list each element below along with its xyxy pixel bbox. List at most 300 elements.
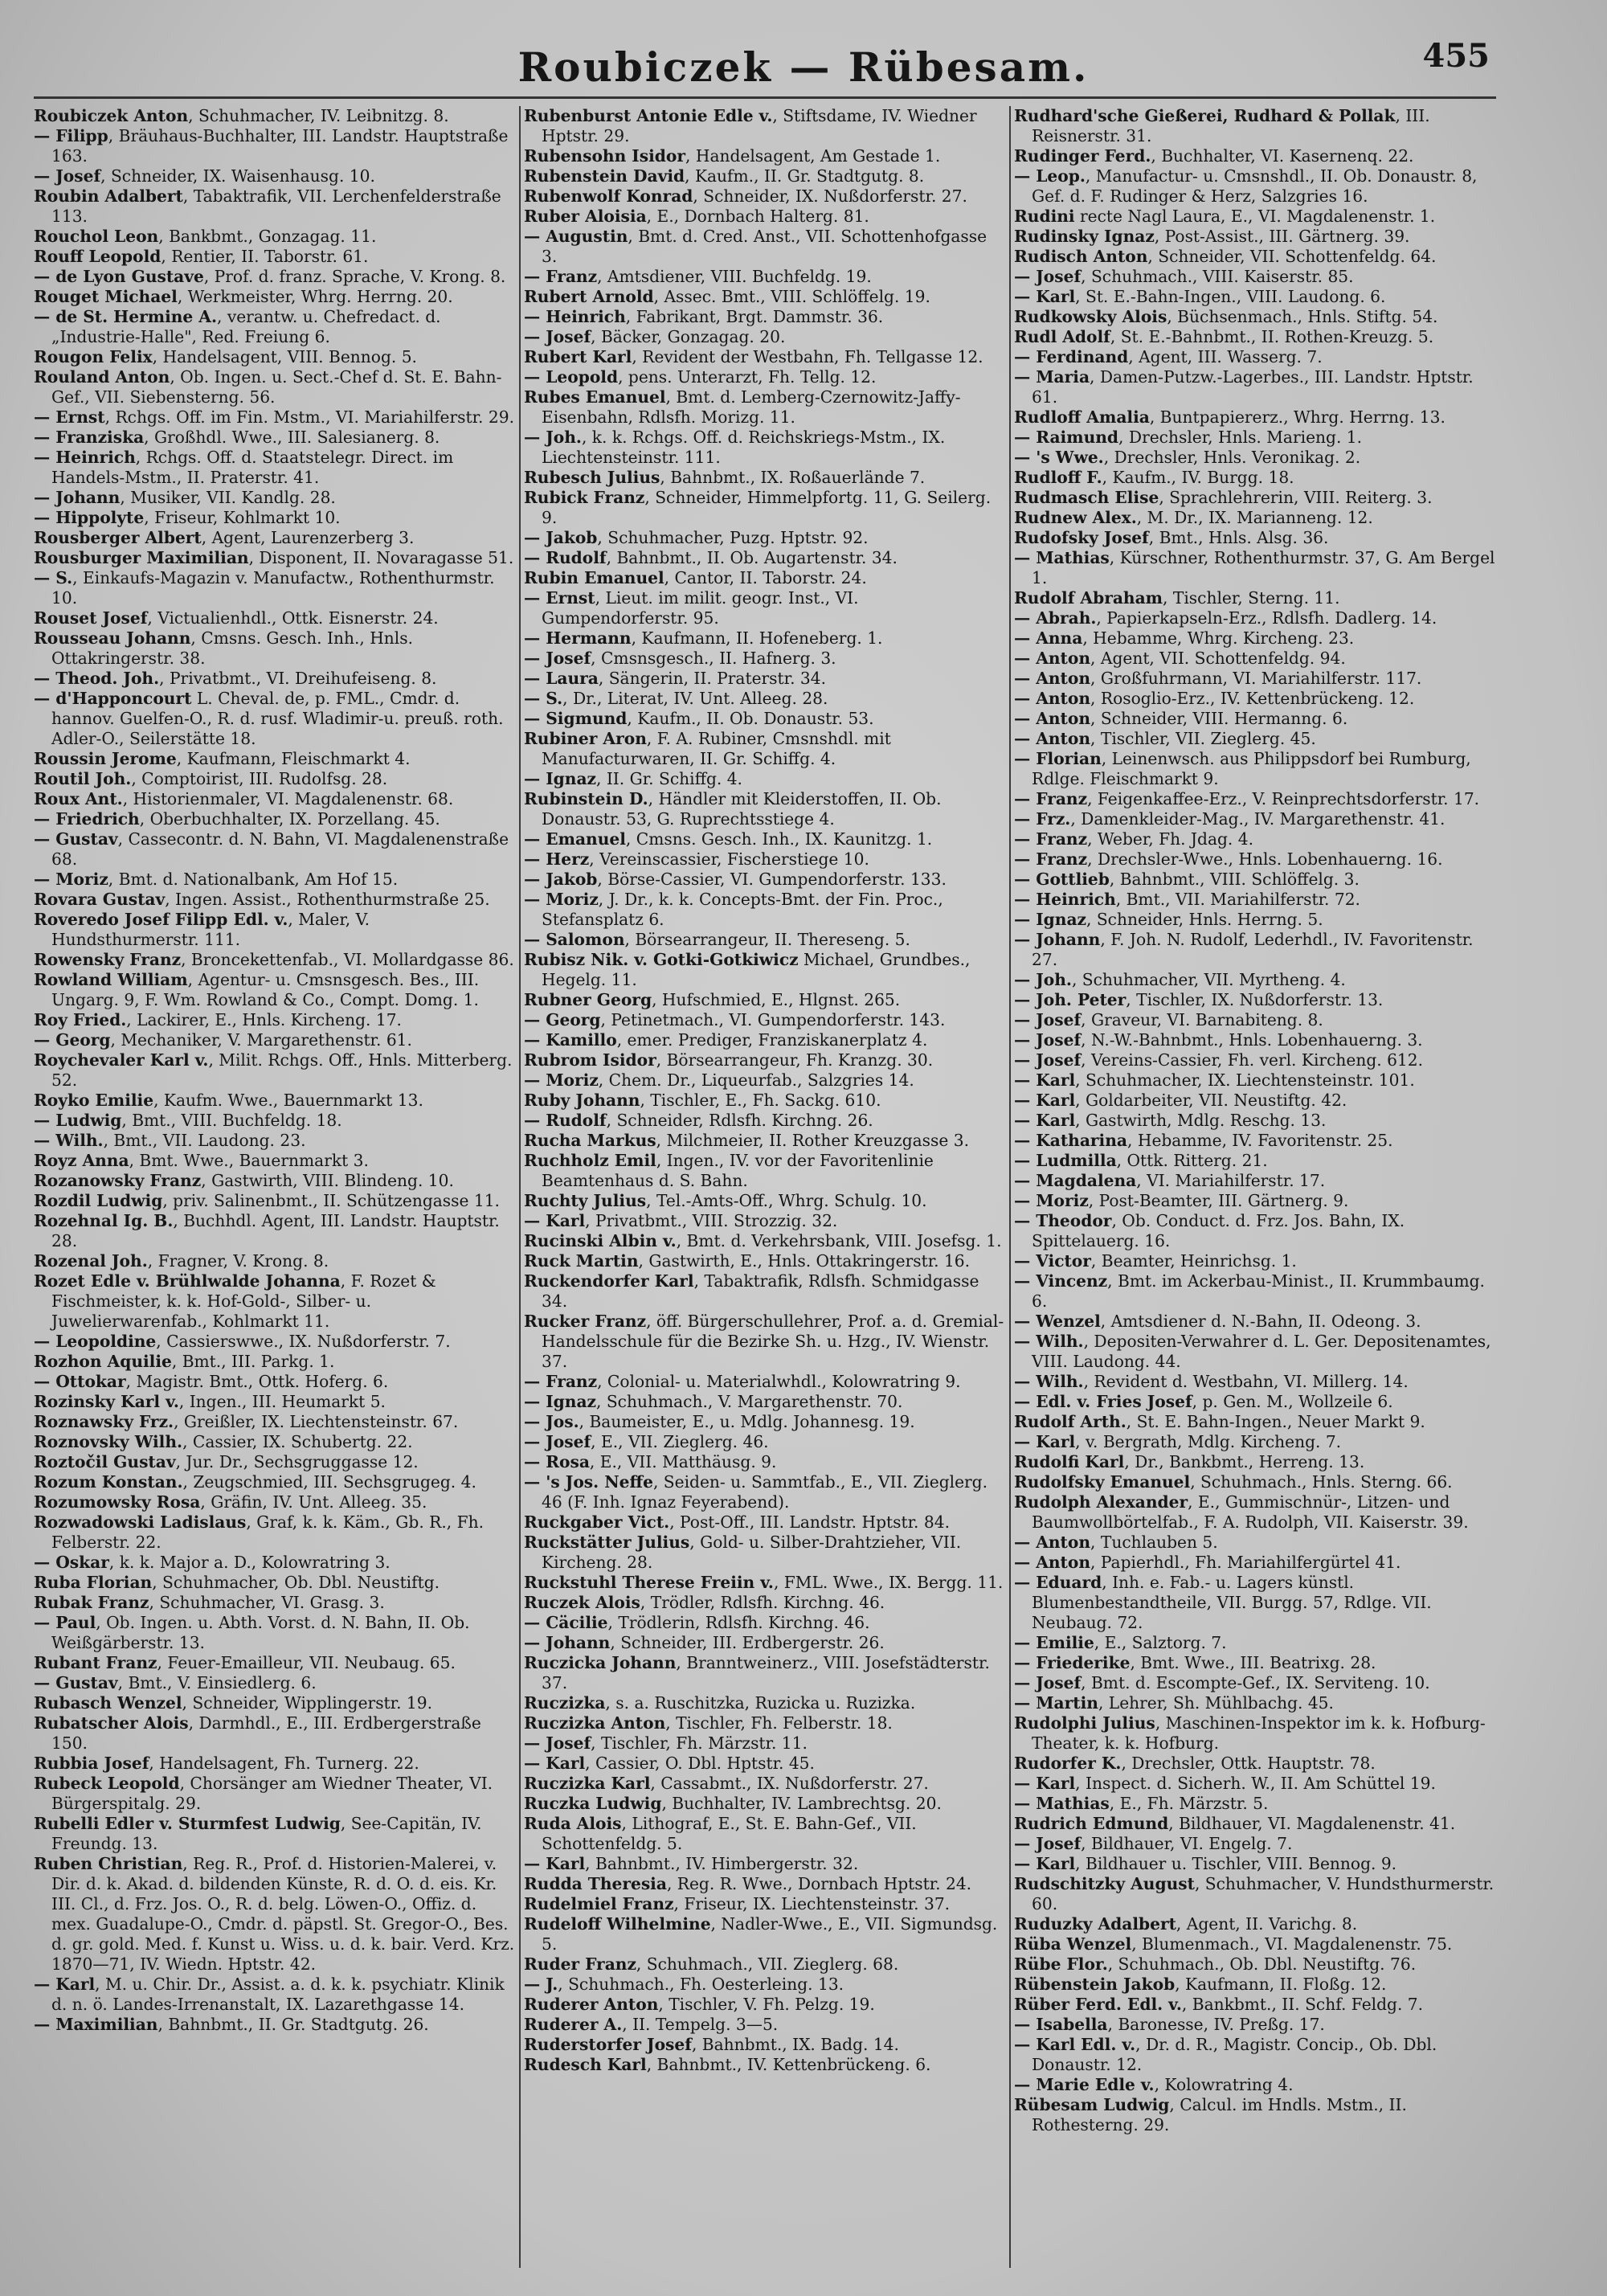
entry-details: , Schuhmacher, IX. Liechtensteinstr. 101.	[1075, 1070, 1415, 1090]
directory-entry	[524, 468, 1006, 488]
directory-entry	[524, 347, 1006, 367]
entry-name: — Josef	[34, 166, 101, 186]
entry-details: , Ingen. Assist., Rothenthurmstraße 25.	[165, 890, 490, 909]
entry-name: — Kamillo	[524, 1030, 617, 1050]
entry-details: , Cmsnsgesch., II. Hafnerg. 3.	[591, 649, 836, 668]
entry-details: , Kaufm. Wwe., Bauernmarkt 13.	[153, 1091, 423, 1110]
entry-name: Rudini	[1014, 207, 1075, 226]
entry-details: , Schuhmacher, IV. Leibnitzg. 8.	[188, 106, 449, 125]
entry-details: , Dr. d. R., Magistr. Concip., Ob. Dbl. Donaustr. 12.	[1032, 2035, 1437, 2074]
directory-entry	[524, 669, 1006, 689]
entry-name: Roznawsky Frz.	[34, 1412, 174, 1431]
entry-name: Rudhard'sche Gießerei, Rudhard & Pollak	[1014, 106, 1396, 125]
entry-name: — Franz	[524, 1372, 598, 1391]
entry-name: — Karl	[1014, 1091, 1076, 1110]
entry-name: — Joh.	[524, 428, 582, 447]
entry-name: — Josef	[524, 649, 591, 668]
directory-entry	[1014, 146, 1496, 166]
directory-entry	[524, 990, 1006, 1010]
entry-details: , Rchgs. Off. d. Staatstelegr. Direct. im Handels-Mstm., II. Praterstr. 41.	[51, 448, 454, 487]
directory-entry	[1014, 1211, 1496, 1251]
entry-details: , Zeugschmied, III. Sechsgrugeg. 4.	[182, 1472, 476, 1492]
directory-entry	[34, 829, 516, 870]
directory-entry	[34, 1432, 516, 1452]
entry-name: Ruck Martin	[524, 1251, 639, 1271]
entry-details: , emer. Prediger, Franziskanerplatz 4.	[616, 1030, 928, 1050]
entry-name: — de St. Hermine A.	[34, 307, 217, 326]
column-3	[1014, 106, 1496, 2276]
directory-entry	[34, 1131, 516, 1151]
entry-name: Ruczek Alois	[524, 1593, 640, 1612]
column-1	[34, 106, 516, 2276]
directory-entry	[1014, 1975, 1496, 1995]
directory-entry	[34, 1573, 516, 1593]
entry-name: Ruchholz Emil	[524, 1151, 656, 1170]
entry-name: — Anton	[1014, 709, 1091, 728]
entry-name: — Karl Edl. v.	[1014, 2035, 1136, 2054]
directory-entry	[1014, 1171, 1496, 1191]
entry-details: , Schuhmach., Hnls. Sterng. 66.	[1190, 1472, 1453, 1492]
directory-entry	[34, 1412, 516, 1432]
directory-entry	[524, 1975, 1006, 1995]
entry-details: , Historienmaler, VI. Magdalenenstr. 68.	[122, 789, 454, 808]
entry-details: , Damen-Putzw.-Lagerbes., III. Landstr. Hptstr. 61.	[1032, 367, 1474, 407]
entry-name: Rudeloff Wilhelmine	[524, 1914, 711, 1934]
entry-details: , Magistr. Bmt., Ottk. Hoferg. 6.	[125, 1372, 389, 1391]
entry-name: — Ignaz	[1014, 910, 1086, 929]
directory-entry	[1014, 930, 1496, 970]
entry-name: — Josef	[524, 1733, 591, 1753]
directory-entry	[34, 1352, 516, 1372]
entry-details: , Börsearrangeur, Fh. Kranzg. 30.	[656, 1050, 934, 1070]
directory-entry	[524, 1733, 1006, 1754]
entry-name: Rouget Michael	[34, 287, 178, 306]
directory-entry	[1014, 247, 1496, 267]
entry-details: , St. E.-Bahn-Ingen., VIII. Laudong. 6.	[1075, 287, 1386, 306]
directory-entry	[1014, 1010, 1496, 1030]
entry-details: , Schneider, Hnls. Herrng. 5.	[1086, 910, 1323, 929]
entry-name: Roveredo Josef Filipp Edl. v.	[34, 910, 288, 929]
entry-name: Rüba Wenzel	[1014, 1934, 1132, 1954]
entry-name: — Mathias	[1014, 1794, 1110, 1813]
entry-name: Ruduzky Adalbert	[1014, 1914, 1176, 1934]
directory-entry	[1014, 990, 1496, 1010]
entry-details: , Ottk. Ritterg. 21.	[1116, 1151, 1268, 1170]
entry-details: , Cassier, IX. Schubertg. 22.	[182, 1432, 413, 1451]
entry-name: Rudrich Edmund	[1014, 1814, 1169, 1833]
entry-name: Rübe Flor.	[1014, 1954, 1108, 1974]
directory-entry	[34, 1151, 516, 1171]
entry-name: Rudolphi Julius	[1014, 1713, 1155, 1733]
directory-entry	[1014, 1050, 1496, 1070]
entry-details: , Handelsagent, Am Gestade 1.	[685, 146, 941, 166]
directory-entry	[524, 1613, 1006, 1633]
entry-details: , Bahnbmt., II. Ob. Augartenstr. 34.	[606, 548, 898, 567]
entry-details: , Agentur- u. Cmsnsgesch. Bes., III. Ungarg. 9, F. Wm. Rowland & Co., Compt. Domg. 1.	[51, 970, 480, 1009]
directory-entry	[34, 186, 516, 227]
entry-details: , priv. Salinenbmt., II. Schützengasse 11.	[162, 1191, 500, 1210]
directory-entry	[34, 1191, 516, 1211]
entry-name: Rougon Felix	[34, 347, 153, 366]
entry-details: , St. E. Bahn-Ingen., Neuer Markt 9.	[1126, 1412, 1425, 1431]
entry-name: — Josef	[524, 327, 591, 346]
directory-entry	[1014, 106, 1496, 146]
entry-name: Ruckgaber Vict.	[524, 1512, 670, 1532]
entry-details: , Kaufmann, II. Floßg. 12.	[1175, 1975, 1387, 1994]
directory-entry	[524, 1774, 1006, 1794]
entry-name: — Wilh.	[1014, 1372, 1084, 1391]
entry-name: — Anton	[1014, 669, 1091, 688]
entry-name: Ruber Aloisia	[524, 207, 647, 226]
entry-name: Ruczicka Johann	[524, 1653, 677, 1672]
directory-entry	[524, 1111, 1006, 1131]
entry-details: , Friseur, IX. Liechtensteinstr. 37.	[673, 1894, 951, 1913]
entry-name: Rucker Franz	[524, 1312, 647, 1331]
entry-details: , II. Gr. Schiffg. 4.	[596, 769, 742, 788]
entry-details: , Drechsler-Wwe., Hnls. Lobenhauerng. 16.	[1087, 849, 1443, 869]
entry-details: , Maler, V. Hundsthurmerstr. 111.	[51, 910, 370, 949]
entry-details: , Fabrikant, Brgt. Dammstr. 36.	[625, 307, 884, 326]
entry-details: , Bmt. Wwe., Bauernmarkt 3.	[129, 1151, 369, 1170]
entry-details: , Inspect. d. Sicherh. W., II. Am Schüttel 19.	[1075, 1774, 1436, 1793]
entry-details: , Bahnbmt., II. Gr. Stadtgutg. 26.	[157, 2015, 429, 2034]
directory-entry	[1014, 1070, 1496, 1091]
entry-details: , Jur. Dr., Sechsgruggasse 12.	[175, 1452, 419, 1471]
entry-name: — Rosa	[524, 1452, 590, 1471]
directory-entry	[1014, 428, 1496, 448]
entry-details: , Feuer-Emailleur, VII. Neubaug. 65.	[157, 1653, 456, 1672]
entry-details: , Agent, Laurenzerberg 3.	[201, 528, 415, 547]
directory-entry	[524, 1372, 1006, 1392]
entry-name: — Gustav	[34, 1673, 118, 1692]
entry-details: , v. Bergrath, Mdlg. Kircheng. 7.	[1075, 1432, 1342, 1451]
entry-details: , FML. Wwe., IX. Bergg. 11.	[773, 1573, 1004, 1592]
entry-name: Ruczizka Karl	[524, 1774, 651, 1793]
directory-entry	[34, 1111, 516, 1131]
directory-entry	[524, 387, 1006, 428]
entry-details: , Ingen., IV. vor der Favoritenlinie Beamtenhaus d. S. Bahn.	[542, 1151, 934, 1190]
entry-name: Rudorfer K.	[1014, 1754, 1122, 1773]
entry-details: , Hufschmied, E., Hlgnst. 265.	[652, 990, 901, 1009]
directory-entry	[34, 1814, 516, 1854]
entry-name: — Karl	[34, 1975, 96, 1994]
directory-entry	[524, 689, 1006, 709]
directory-entry	[1014, 1874, 1496, 1914]
directory-entry	[524, 950, 1006, 990]
entry-details: recte Nagl Laura, E., VI. Magdalenenstr. 1.	[1074, 207, 1436, 226]
directory-entry	[1014, 1573, 1496, 1633]
entry-name: Rozehnal Ig. B.	[34, 1211, 174, 1230]
entry-details: , Kaufm., IV. Burgg. 18.	[1102, 468, 1294, 487]
directory-entry	[1014, 307, 1496, 327]
entry-name: Roubin Adalbert	[34, 186, 183, 206]
entry-name: — Leop.	[1014, 166, 1086, 186]
entry-details: , Lithograf, E., St. E. Bahn-Gef., VII. Schottenfeldg. 5.	[542, 1814, 917, 1853]
entry-details: , Feigenkaffee-Erz., V. Reinprechtsdorferstr. 17.	[1087, 789, 1480, 808]
directory-entry	[524, 2035, 1006, 2055]
entry-details: , Depositen-Verwahrer d. L. Ger. Depositenamtes, VIII. Laudong. 44.	[1032, 1332, 1491, 1371]
directory-entry	[1014, 910, 1496, 930]
entry-details: , Goldarbeiter, VII. Neustiftg. 42.	[1075, 1091, 1347, 1110]
entry-name: Rubenburst Antonie Edle v.	[524, 106, 773, 125]
directory-entry	[524, 2055, 1006, 2075]
directory-entry	[524, 1573, 1006, 1593]
entry-name: — Ludwig	[34, 1111, 122, 1130]
directory-entry	[1014, 1653, 1496, 1673]
directory-entry	[524, 1452, 1006, 1472]
entry-details: , Bmt., VIII. Buchfeldg. 18.	[121, 1111, 342, 1130]
directory-entry	[524, 1312, 1006, 1372]
entry-details: , Drechsler, Ottk. Hauptstr. 78.	[1121, 1754, 1376, 1773]
directory-entry	[1014, 2015, 1496, 2035]
entry-name: — Franziska	[34, 428, 145, 447]
entry-details: , Cmsns. Gesch. Inh., IX. Kaunitzg. 1.	[625, 829, 933, 849]
entry-details: , Tel.-Amts-Off., Whrg. Schulg. 10.	[646, 1191, 927, 1210]
entry-name: Rubisz Nik. v. Gotki-Gotkiwicz	[524, 950, 799, 969]
entry-name: Rubak Franz	[34, 1593, 149, 1612]
entry-details: , s. a. Ruschitzka, Ruzicka u. Ruzizka.	[605, 1693, 916, 1713]
entry-name: Rudkowsky Alois	[1014, 307, 1167, 326]
directory-entry	[1014, 287, 1496, 307]
directory-entry	[34, 1030, 516, 1050]
entry-name: — Victor	[1014, 1251, 1091, 1271]
entry-name: Rudl Adolf	[1014, 327, 1110, 346]
entry-name: — Oskar	[34, 1553, 109, 1572]
directory-entry	[34, 950, 516, 970]
directory-entry	[1014, 1633, 1496, 1653]
entry-name: — Heinrich	[524, 307, 626, 326]
directory-entry	[34, 1010, 516, 1030]
entry-name: Rubick Franz	[524, 488, 645, 507]
directory-entry	[524, 1894, 1006, 1914]
directory-entry	[524, 528, 1006, 548]
directory-entry	[1014, 488, 1496, 508]
directory-entry	[34, 1452, 516, 1472]
entry-name: Rubner Georg	[524, 990, 652, 1009]
directory-entry	[1014, 1553, 1496, 1573]
directory-entry	[34, 789, 516, 809]
directory-entry	[524, 1914, 1006, 1954]
entry-name: Roznovsky Wilh.	[34, 1432, 183, 1451]
entry-name: Ruczizka	[524, 1693, 606, 1713]
entry-name: Rudinger Ferd.	[1014, 146, 1151, 166]
entry-details: , Mechaniker, V. Margarethenstr. 61.	[110, 1030, 412, 1050]
entry-details: , VI. Mariahilferstr. 17.	[1136, 1171, 1326, 1190]
entry-name: — Karl	[1014, 287, 1076, 306]
directory-entry	[34, 890, 516, 910]
entry-details: , Bmt. d. Escompte-Gef., IX. Serviteng. 10.	[1081, 1673, 1430, 1692]
directory-entry	[524, 1713, 1006, 1733]
entry-name: Rudda Theresia	[524, 1874, 667, 1893]
entry-name: — Edl. v. Fries Josef	[1014, 1392, 1192, 1411]
entry-name: — Isabella	[1014, 2015, 1108, 2034]
entry-details: , Gastwirth, Mdlg. Reschg. 13.	[1075, 1111, 1327, 1130]
directory-entry	[1014, 1492, 1496, 1533]
entry-details: , Schuhmach., VII. Zieglerg. 68.	[636, 1954, 899, 1974]
directory-entry	[524, 1512, 1006, 1533]
entry-details: , Baumeister, E., u. Mdlg. Johannesg. 19.	[579, 1412, 915, 1431]
entry-name: — Georg	[34, 1030, 111, 1050]
entry-details: , Tischler, V. Fh. Pelzg. 19.	[658, 1995, 875, 2014]
directory-entry	[1014, 890, 1496, 910]
entry-name: Rubatscher Alois	[34, 1713, 189, 1733]
directory-entry	[524, 1191, 1006, 1211]
directory-entry	[524, 327, 1006, 347]
entry-name: Ruchty Julius	[524, 1191, 647, 1210]
entry-name: — Moriz	[524, 1070, 599, 1090]
entry-name: Rozwadowski Ladislaus	[34, 1512, 247, 1532]
directory-entry	[34, 1512, 516, 1553]
entry-name: Rudofsky Josef	[1014, 528, 1149, 547]
entry-name: Roychevaler Karl v.	[34, 1050, 209, 1070]
entry-name: Rubasch Wenzel	[34, 1693, 182, 1713]
entry-name: — Anton	[1014, 649, 1091, 668]
directory-entry	[1014, 347, 1496, 367]
entry-details: , Bmt., VII. Laudong. 23.	[103, 1131, 306, 1150]
entry-details: , Cantor, II. Taborstr. 24.	[664, 568, 867, 587]
entry-name: Ruckstätter Julius	[524, 1533, 690, 1552]
entry-name: — Frz.	[1014, 809, 1071, 829]
entry-name: Roy Fried.	[34, 1010, 127, 1029]
entry-name: Rozhon Aquilie	[34, 1352, 172, 1371]
entry-details: , J. Dr., k. k. Concepts-Bmt. der Fin. Proc., Stefansplatz 6.	[542, 890, 943, 929]
entry-name: Rudschitzky August	[1014, 1874, 1195, 1893]
entry-name: Rozum Konstan.	[34, 1472, 183, 1492]
entry-name: — Abrah.	[1014, 608, 1097, 628]
entry-name: — Karl	[524, 1854, 586, 1873]
entry-name: — Heinrich	[34, 448, 136, 467]
column-divider	[1009, 106, 1011, 2268]
directory-entry	[34, 1713, 516, 1754]
directory-entry	[1014, 528, 1496, 548]
directory-entry	[34, 1613, 516, 1653]
entry-name: — Wilh.	[1014, 1332, 1084, 1351]
directory-entry	[524, 146, 1006, 166]
entry-details: , Manufactur- u. Cmsnshdl., II. Ob. Donaustr. 8, Gef. d. F. Rudinger & Herz, Salzgries 16.	[1032, 166, 1478, 206]
directory-entry	[524, 1231, 1006, 1251]
entry-name: — Wilh.	[34, 1131, 104, 1150]
entry-details: , Post-Beamter, III. Gärtnerg. 9.	[1088, 1191, 1349, 1210]
directory-entry	[34, 2015, 516, 2035]
page-header	[0, 32, 1607, 104]
entry-details: , Vereinscassier, Fischerstiege 10.	[589, 849, 869, 869]
directory-entry	[34, 1332, 516, 1352]
entry-details: , Schuhmacher, V. Hundsthurmerstr. 60.	[1032, 1874, 1495, 1913]
entry-details: , Schneider, IX. Nußdorferstr. 27.	[693, 186, 967, 206]
entry-name: Royz Anna	[34, 1151, 129, 1170]
entry-name: Rozenal Joh.	[34, 1251, 148, 1271]
directory-entry	[34, 1673, 516, 1693]
entry-details: , Großfuhrmann, VI. Mariahilferstr. 117.	[1090, 669, 1422, 688]
directory-entry	[1014, 1251, 1496, 1271]
entry-name: — Josef	[1014, 1050, 1082, 1070]
directory-entry	[524, 1251, 1006, 1271]
entry-details: , E., Salztorg. 7.	[1094, 1633, 1227, 1652]
directory-entry	[34, 106, 516, 126]
entry-name: — Ignaz	[524, 1392, 596, 1411]
directory-entry	[524, 428, 1006, 468]
entry-details: , Ingen., III. Heumarkt 5.	[178, 1392, 386, 1411]
directory-entry	[524, 1533, 1006, 1573]
entry-name: — Emilie	[1014, 1633, 1094, 1652]
entry-details: , Cassier, O. Dbl. Hptstr. 45.	[585, 1754, 815, 1773]
entry-name: Rudloff Amalia	[1014, 407, 1150, 427]
header-rule	[34, 96, 1496, 99]
entry-details: , Reg. R., Prof. d. Historien-Malerei, v. Dir. d. k. Akad. d. bildenden Künste, R. d. O. d. eis. Kr. III. Cl., d. Frz. Jos. O., R. d. belg. Löwen-O., Offiz. d. mex. Guadalupe-O., Cmdr. d. päpstl. St. Gregor-O., Bes. d. gr. gold. Med. f. Kunst u. Wiss. u. d. k. bair. Verd. Krz. 1870—71, IV. Wiedn. Hptstr. 42.	[51, 1854, 515, 1974]
entry-name: — S.	[34, 568, 73, 587]
entry-name: Rubesch Julius	[524, 468, 660, 487]
entry-name: — Magdalena	[1014, 1171, 1137, 1190]
entry-name: — Moriz	[524, 890, 599, 909]
entry-name: — Friedrich	[34, 809, 140, 829]
directory-entry	[524, 1030, 1006, 1050]
directory-entry	[524, 1131, 1006, 1151]
directory-entry	[34, 548, 516, 568]
entry-name: — Filipp	[34, 126, 108, 145]
entry-details: , Bmt., Hnls. Alsg. 36.	[1148, 528, 1329, 547]
entry-details: , Bahnbmt., IX. Badg. 14.	[691, 2035, 899, 2054]
entry-name: — Karl	[524, 1754, 586, 1773]
directory-entry	[34, 1693, 516, 1713]
entry-name: — Cäcilie	[524, 1613, 608, 1632]
entry-details: L. Cheval. de, p. FML., Cmdr. d. hannov. Guelfen-O., R. d. rusf. Wladimir-u. preuß. roth. Adler-O., Seilerstätte 18.	[51, 689, 504, 748]
directory-entry	[34, 126, 516, 166]
directory-entry	[34, 910, 516, 950]
entry-details: , Tischler, IX. Nußdorferstr. 13.	[1126, 990, 1384, 1009]
entry-name: — Anton	[1014, 729, 1091, 748]
directory-entry	[524, 890, 1006, 930]
directory-entry	[34, 1211, 516, 1251]
entry-details: , M. Dr., IX. Marianneng. 12.	[1136, 508, 1373, 527]
entry-name: — Joh. Peter	[1014, 990, 1127, 1009]
entry-details: , F. Joh. N. Rudolf, Lederhdl., IV. Favoritenstr. 27.	[1032, 930, 1474, 969]
entry-details: , Lieut. im milit. geogr. Inst., VI. Gumpendorferstr. 95.	[542, 588, 859, 628]
entry-name: — Gustav	[34, 829, 118, 849]
entry-details: , Buchhalter, VI. Kasernenq. 22.	[1151, 146, 1414, 166]
entry-name: Rovara Gustav	[34, 890, 166, 909]
directory-entry	[34, 870, 516, 890]
entry-name: — Franz	[1014, 849, 1088, 869]
entry-name: — Karl	[1014, 1111, 1076, 1130]
entry-name: Rucha Markus	[524, 1131, 656, 1150]
entry-details: , Tabaktrafik, Rdlsfh. Schmidgasse 34.	[542, 1271, 979, 1311]
directory-entry	[1014, 870, 1496, 890]
entry-name: — Maximilian	[34, 2015, 158, 2034]
entry-details: , Hebamme, IV. Favoritenstr. 25.	[1127, 1131, 1393, 1150]
entry-name: — Leopoldine	[34, 1332, 157, 1351]
entry-name: — Josef	[1014, 1030, 1082, 1050]
entry-name: — Jakob	[524, 870, 598, 889]
entry-name: — Moriz	[34, 870, 108, 889]
entry-name: Rubenstein David	[524, 166, 685, 186]
entry-name: Rudmasch Elise	[1014, 488, 1159, 507]
directory-entry	[524, 769, 1006, 789]
entry-details: , Trödler, Rdlsfh. Kirchng. 46.	[640, 1593, 885, 1612]
entry-details: , Tabaktrafik, VII. Lerchenfelderstraße 113.	[51, 186, 501, 226]
directory-entry	[524, 2015, 1006, 2035]
entry-details: , Tischler, Sterng. 11.	[1163, 588, 1340, 608]
entry-details: , Reg. R. Wwe., Dornbach Hptstr. 24.	[666, 1874, 972, 1893]
entry-details: , Sprachlehrerin, VIII. Reiterg. 3.	[1159, 488, 1433, 507]
entry-details: , Darmhdl., E., III. Erdbergerstraße 150.	[51, 1713, 481, 1753]
entry-name: Rübesam Ludwig	[1014, 2095, 1170, 2114]
directory-entry	[524, 1754, 1006, 1774]
entry-details: , Ob. Ingen. u. Abth. Vorst. d. N. Bahn, II. Ob. Weißgärberstr. 13.	[51, 1613, 470, 1652]
directory-entry	[524, 1432, 1006, 1452]
entry-name: Rudolf Abraham	[1014, 588, 1163, 608]
entry-details: , Musiker, VII. Kandlg. 28.	[120, 488, 336, 507]
directory-entry	[524, 1633, 1006, 1653]
